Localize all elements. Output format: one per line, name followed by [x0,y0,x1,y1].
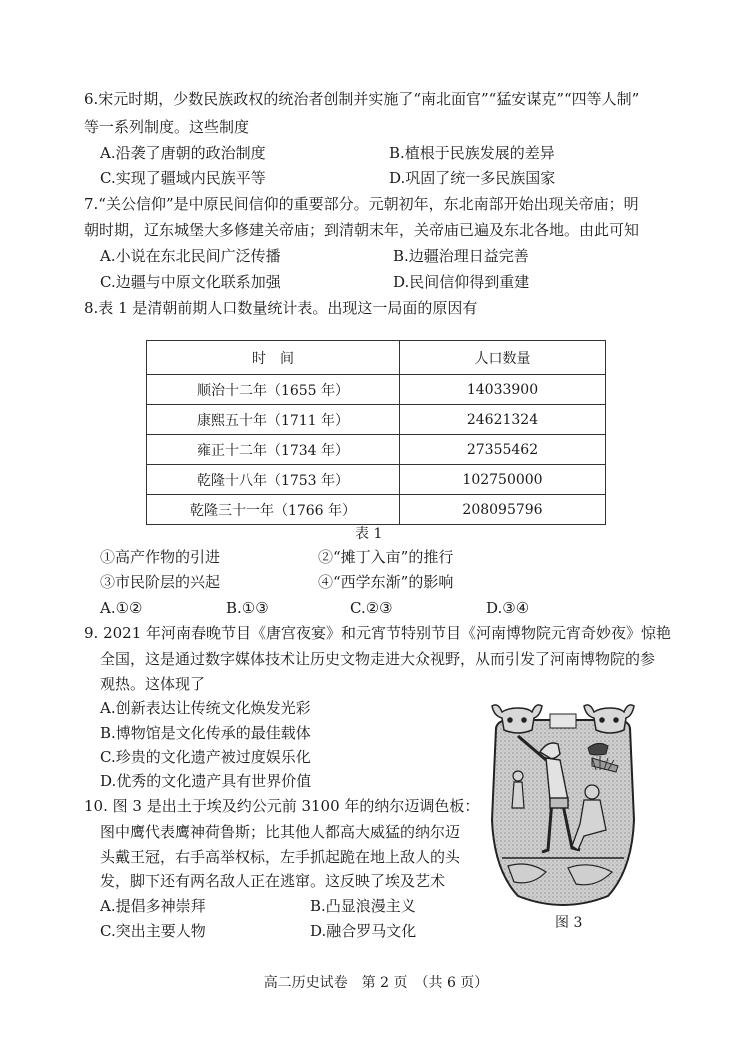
table-row [147,375,606,405]
q8-item-3: ③市民阶层的兴起 [100,573,221,591]
q6-option-d: D.巩固了统一多民族国家 [389,169,556,187]
table-cell-population: 27355462 [400,435,606,465]
table-cell-time: 乾隆十八年（1753 年） [147,465,400,495]
q6-stem-line1: 6.宋元时期，少数民族政权的统治者创制并实施了“南北面官”“猛安谋克”“四等人制” [84,90,640,108]
servant-figure [512,771,524,808]
q6-option-b: B.植根于民族发展的差异 [389,144,555,162]
q6-option-c: C.实现了疆域内民族平等 [100,169,266,187]
table-cell-time: 雍正十二年（1734 年） [147,435,400,465]
q10-stem-line3: 头戴王冠，右手高举权标，左手抓起跪在地上敌人的头 [100,848,461,866]
q8-item-1: ①高产作物的引进 [100,548,221,566]
q10-option-d: D.融合罗马文化 [310,922,417,940]
table-row [147,495,606,525]
q7-stem-line1: 7.“关公信仰”是中原民间信仰的重要部分。元朝初年，东北南部开始出现关帝庙；明 [84,195,639,213]
narmer-palette-image [488,700,638,912]
table-cell-population: 102750000 [400,465,606,495]
table-cell-time: 乾隆三十一年（1766 年） [147,495,400,525]
q8-item-4: ④“西学东渐”的影响 [318,573,454,591]
table-row [147,435,606,465]
table-row [147,405,606,435]
q6-stem-line2: 等一系列制度。这些制度 [84,118,250,136]
table-header-row [147,341,606,375]
q8-option-b: B.①③ [226,599,269,617]
page-footer: 高二历史试卷 第 2 页 （共 6 页） [263,975,489,991]
population-table [146,340,606,525]
q9-option-b: B.博物馆是文化传承的最佳载体 [100,724,311,742]
q7-option-a: A.小说在东北民间广泛传播 [100,247,281,265]
q8-stem: 8.表 1 是清朝前期人口数量统计表。出现这一局面的原因有 [84,299,478,317]
table-cell-population: 24621324 [400,405,606,435]
q9-option-a: A.创新表达让传统文化焕发光彩 [100,699,311,717]
q9-stem-line1: 9. 2021 年河南春晚节目《唐宫夜宴》和元宵节特别节目《河南博物院元宵奇妙夜》惊艳 [84,624,672,642]
q9-stem-line2: 全国，这是通过数字媒体技术让历史文物走进大众视野，从而引发了河南博物院的参 [100,650,656,668]
table-header-time: 时 间 [147,341,400,375]
q7-option-c: C.边疆与中原文化联系加强 [100,273,281,291]
q8-option-c: C.②③ [350,599,393,617]
q9-stem-line3: 观热。这体现了 [100,675,206,693]
table-cell-time: 顺治十二年（1655 年） [147,375,400,405]
table-cell-population: 14033900 [400,375,606,405]
q8-option-a: A.①② [100,599,143,617]
q6-option-a: A.沿袭了唐朝的政治制度 [100,144,266,162]
q9-option-c: C.珍贵的文化遗产被过度娱乐化 [100,748,311,766]
q8-item-2: ②“摊丁入亩”的推行 [318,548,454,566]
q7-stem-line2: 朝时期，辽东城堡大多修建关帝庙；到清朝末年，关帝庙已遍及东北各地。由此可知 [84,221,640,239]
table-cell-time: 康熙五十年（1711 年） [147,405,400,435]
q10-stem-line2: 图中鹰代表鹰神荷鲁斯；比其他人都高大威猛的纳尔迈 [100,823,461,841]
table-caption: 表 1 [355,526,383,542]
q7-option-b: B.边疆治理日益完善 [393,247,529,265]
q10-stem-line1: 10. 图 3 是出土于埃及约公元前 3100 年的纳尔迈调色板： [84,797,480,815]
q10-stem-line4: 发，脚下还有两名敌人正在逃窜。这反映了埃及艺术 [100,872,446,890]
q10-option-a: A.提倡多神崇拜 [100,897,206,915]
q7-option-d: D.民间信仰得到重建 [393,273,530,291]
table-row [147,465,606,495]
q8-option-d: D.③④ [486,599,530,617]
table-header-population: 人口数量 [400,341,606,375]
q10-option-c: C.突出主要人物 [100,922,206,940]
table-cell-population: 208095796 [400,495,606,525]
figure-caption: 图 3 [555,915,583,931]
q9-option-d: D.优秀的文化遗产具有世界价值 [100,772,312,790]
q10-option-b: B.凸显浪漫主义 [310,897,416,915]
